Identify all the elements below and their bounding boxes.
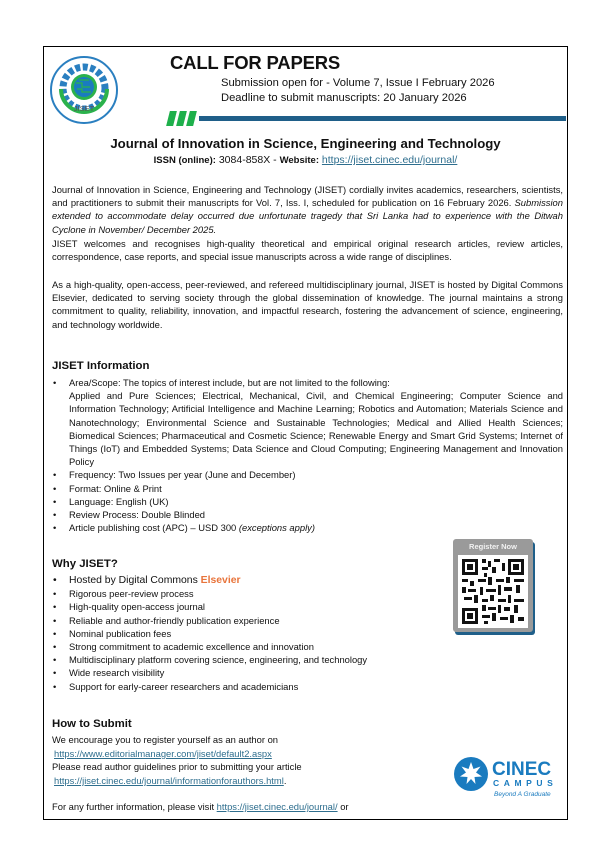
info-item: • Language: English (UK) <box>53 495 169 507</box>
qr-code[interactable] <box>458 555 528 628</box>
how-link-1-wrap <box>54 747 272 760</box>
why-item: • Support for early-career researchers and academicians <box>53 680 299 692</box>
why-item-text: Multidisciplinary platform covering science, engineering, and technology <box>69 654 368 666</box>
cinec-campus: CAMPUS <box>493 778 558 788</box>
issn-line <box>43 154 568 166</box>
editorial-manager-link[interactable]: https://www.editorialmanager.com/jiset/default2.aspx <box>54 748 272 759</box>
info-item-apc: • Article publishing cost (APC) – USD 300 (exceptions apply) <box>53 522 315 534</box>
cinec-campus-logo <box>452 752 568 800</box>
issn-value: 3084-858X <box>218 154 271 166</box>
scope-topics: Applied and Pure Sciences; Electrical, Mechanical, Civil, and Chemical Engineering; Computer Science and Information Technology; Artificial Intelligence and Machine Learning; Robotics and Automation; Materials Science and Nanotechnology; Environmental Science and Sustainable Technologies; Medical and Allied Health Sciences; Biomedical Sciences; Pharmaceutical and Cosmetic Science; Renewable Energy and Smart Grid Systems; Internet of Things (IoT) and Embedded Systems; Data Science and Cloud Computing; Engineering Management and Innovation Policy <box>69 390 563 468</box>
cinec-name: CINEC <box>492 759 552 780</box>
why-item: • Nominal publication fees <box>53 627 172 639</box>
how-link-2-wrap <box>54 774 286 787</box>
why-item: • Multidisciplinary platform covering science, engineering, and technology <box>53 654 368 666</box>
info-item: • Review Process: Double Blinded <box>53 509 206 521</box>
why-item-text: Reliable and author-friendly publication experience <box>69 614 280 626</box>
author-guidelines-link[interactable]: https://jiset.cinec.edu/journal/informationforauthors.html <box>54 775 284 786</box>
footer-website-link[interactable]: https://jiset.cinec.edu/journal/ <box>216 801 338 812</box>
issn-label: ISSN (online): <box>153 155 216 166</box>
register-now-label: Register Now <box>469 542 517 551</box>
deadline-text: Deadline to submit manuscripts: 20 January 2026 <box>221 92 467 104</box>
how-line-1: We encourage you to register yourself as an author on <box>52 734 279 745</box>
website-link[interactable]: https://jiset.cinec.edu/journal/ <box>321 154 458 166</box>
website-label: Website: <box>279 155 319 166</box>
info-heading: JISET Information <box>52 360 150 372</box>
why-item-text: Strong commitment to academic excellence and innovation <box>69 641 314 653</box>
info-item-text: Language: English (UK) <box>69 495 169 507</box>
qr-code-icon <box>458 555 528 628</box>
jiset-logo <box>49 55 119 125</box>
info-item-text: Format: Online & Print <box>69 482 162 494</box>
why-item: • Wide research visibility <box>53 667 165 679</box>
apc-note: (exceptions apply) <box>238 522 315 534</box>
link-suffix: . <box>283 775 287 786</box>
logo-text: JISET <box>73 104 95 113</box>
why-item-text: Rigorous peer-review process <box>69 588 194 600</box>
footer-line <box>52 801 349 812</box>
why-item-text: Nominal publication fees <box>69 627 172 639</box>
why-item: • High-quality open-access journal <box>53 601 206 613</box>
how-heading: How to Submit <box>52 718 132 730</box>
footer-text: For any further information, please visit <box>52 801 215 812</box>
info-item: • Frequency: Two Issues per year (June and December) <box>53 469 296 481</box>
scope-intro: Area/Scope: The topics of interest include, but are not limited to the following: <box>69 377 390 388</box>
info-list <box>52 376 563 534</box>
footer-suffix: or <box>340 801 349 812</box>
info-item: • Format: Online & Print <box>53 482 162 494</box>
journal-title: Journal of Innovation in Science, Engineering and Technology <box>110 136 501 151</box>
why-item-hosted: • Hosted by Digital Commons Elsevier <box>53 575 241 586</box>
why-heading: Why JISET? <box>52 558 118 570</box>
submission-open-text: Submission open for - Volume 7, Issue I February 2026 <box>221 77 495 89</box>
intro-paragraph-1 <box>52 183 563 236</box>
info-item-text: Review Process: Double Blinded <box>69 509 206 521</box>
elsevier-brand: Elsevier <box>200 575 241 586</box>
issn-separator: - <box>273 154 277 166</box>
cinec-tagline: Beyond A Graduate <box>494 791 551 798</box>
apc-text: Article publishing cost (APC) – USD 300 <box>69 522 237 534</box>
intro-paragraph-3: As a high-quality, open-access, peer-reviewed, and refereed multidisciplinary journal, JISET is hosted by Digital Commons Elsevier, dedicated to serving society through the global dissemination of knowledge. The journal maintains a strong commitment to quality, reliability, innovation, and impactful research, fostering the advancement of science, engineering, and technology worldwide. <box>52 279 563 330</box>
why-item: • Reliable and author-friendly publication experience <box>53 614 280 626</box>
register-now-card[interactable] <box>453 539 533 632</box>
header-rule <box>199 116 566 121</box>
how-line-2: Please read author guidelines prior to submitting your article <box>52 761 302 772</box>
hosted-text: Hosted by Digital Commons <box>69 575 198 586</box>
intro-paragraph-2: JISET welcomes and recognises high-quality theoretical and empirical original research articles, review articles, correspondence, case reports, and special issue manuscripts across a wide range of disciplines. <box>52 238 563 263</box>
call-for-papers-title: CALL FOR PAPERS <box>170 52 341 73</box>
info-item-text: Frequency: Two Issues per year (June and December) <box>69 469 296 481</box>
why-item-text: Wide research visibility <box>69 667 165 679</box>
why-item-text: Support for early-career researchers and academicians <box>69 680 299 692</box>
info-item-scope: • Area/Scope: The topics of interest include, but are not limited to the following: Applied and Pure Sciences; Electrical, Mechanical, Civil, and Chemical Engineering; Computer Science and Information Technology; Artificial Intelligence and Machine Learning; Robotics and Automation; Materials Science and Nanotechnology; Environmental Science and Sustainable Technologies; Medical and Allied Health Sciences; Biomedical Sciences; Pharmaceutical and Cosmetic Science; Renewable Energy and Smart Grid Systems; Internet of Things (IoT) and Embedded Systems; Data Science and Cloud Computing; Engineering Management and Innovation Policy <box>53 377 563 468</box>
why-item: • Strong commitment to academic excellence and innovation <box>53 641 314 653</box>
intro-text: Journal of Innovation in Science, Engineering and Technology (JISET) cordially invites academics, researchers, scientists, and practitioners to submit their manuscripts for Vol. 7, Iss. I, scheduled for publication on 16 February 2026. <box>52 184 563 209</box>
why-item-text: High-quality open-access journal <box>69 601 206 613</box>
intro-extension-note: Submission extended to accommodate delay occurred due unfortunate tragedy that Sri Lanka had to experience with the Ditwah Cyclone in November/ December 2025. <box>52 197 563 235</box>
why-item: • Rigorous peer-review process <box>53 588 194 600</box>
